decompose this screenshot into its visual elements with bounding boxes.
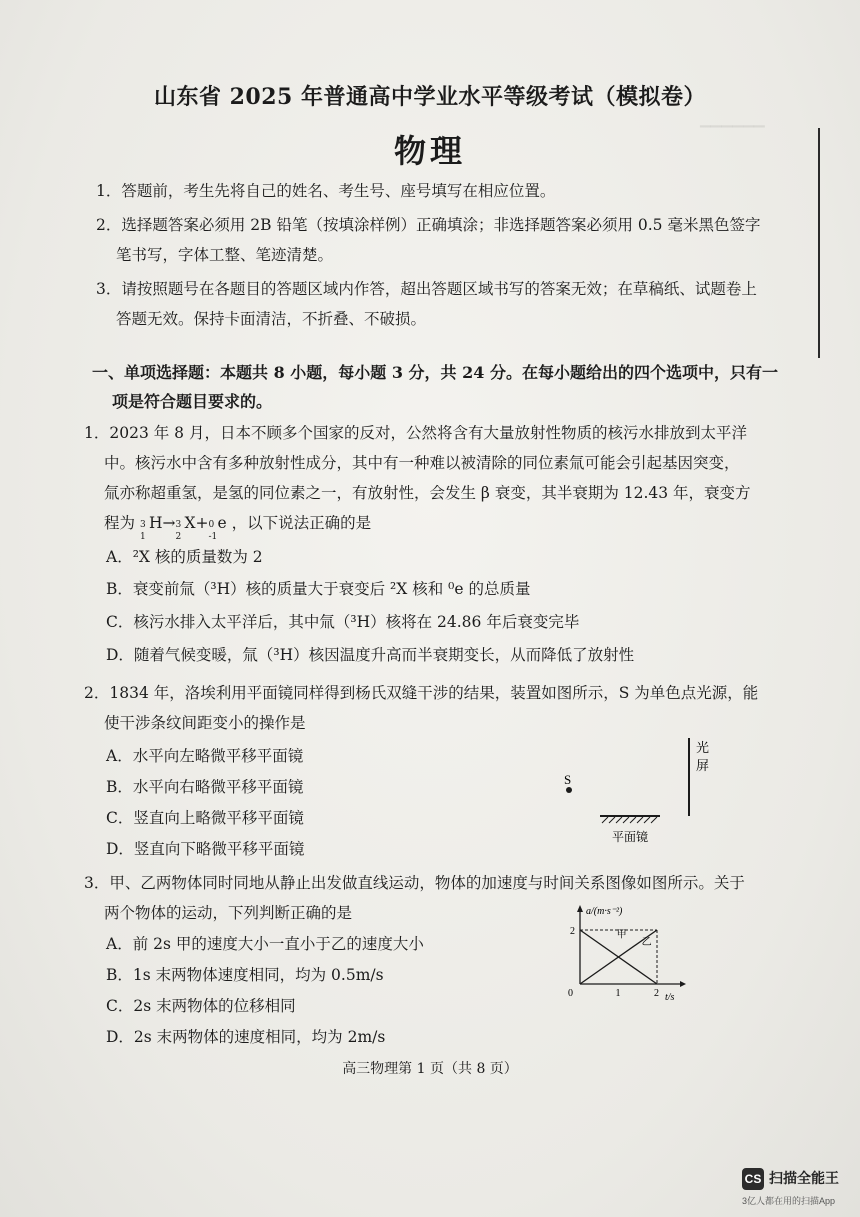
q3-option-b[interactable]: B．1s 末两物体速度相同，均为 0.5m/s xyxy=(106,966,384,984)
subject-title: 物理 xyxy=(393,132,466,170)
screen-label-1: 光 xyxy=(696,741,710,756)
q1-line-3: 氚亦称超重氢，是氢的同位素之一，有放射性，会发生 β 衰变，其半衰期为 12.43 年，衰变方 xyxy=(104,484,751,502)
scanner-logo-name: 扫描全能王 xyxy=(769,1170,839,1186)
q1-option-b[interactable]: B．衰变前氚（³H）核的质量大于衰变后 ²X 核和 ⁰e 的总质量 xyxy=(106,580,531,598)
instruction-2: 2．选择题答案必须用 2B 铅笔（按填涂样例）正确填涂；非选择题答案必须用 0.5 毫米黑色签字 xyxy=(96,216,761,234)
x-tick-label-0: 0 xyxy=(568,988,573,999)
page-footer: 高三物理第 1 页（共 8 页） xyxy=(342,1061,518,1077)
x-axis-arrow xyxy=(680,981,686,987)
x-axis-label: t/s xyxy=(665,992,675,1003)
instructions xyxy=(96,178,796,332)
x-tick-label-1: 1 xyxy=(615,988,621,999)
instruction-3-cont: 答题无效。保持卡面清洁，不折叠、不破损。 xyxy=(116,310,427,328)
q2-option-a[interactable]: A．水平向左略微平移平面镜 xyxy=(106,747,304,765)
x-tick-label-2: 2 xyxy=(654,988,659,999)
q3-line-1: 3．甲、乙两物体同时同地从静止出发做直线运动，物体的加速度与时间关系图像如图所示。关于 xyxy=(84,874,745,892)
mirror-label: 平面镜 xyxy=(612,830,649,844)
light-source-dot xyxy=(566,787,572,793)
q1-line-4 xyxy=(84,508,814,542)
scanner-logo-tagline: 3亿人都在用的扫描App xyxy=(742,1196,836,1206)
y-axis-arrow xyxy=(577,905,583,912)
q2-line-2: 使干涉条纹间距变小的操作是 xyxy=(104,714,306,732)
q3-option-d[interactable]: D．2s 末两物体的速度相同，均为 2m/s xyxy=(106,1028,386,1046)
scanner-logo-badge: CS xyxy=(742,1168,764,1190)
q2-line-1: 2．1834 年，洛埃利用平面镜同样得到杨氏双缝干涉的结果，装置如图所示，S 为单色点光源，能 xyxy=(84,684,759,702)
q2-option-c[interactable]: C．竖直向上略微平移平面镜 xyxy=(106,809,304,827)
q1-option-d[interactable]: D．随着气候变暖，氚（³H）核因温度升高而半衰期变长，从而降低了放射性 xyxy=(106,646,635,664)
series-label-2: 乙 xyxy=(641,936,652,948)
y-axis-label: a/(m·s⁻²) xyxy=(586,906,623,917)
q2-option-b[interactable]: B．水平向右略微平移平面镜 xyxy=(106,778,304,796)
question-3 xyxy=(84,868,814,928)
q1-line-2: 中。核污水中含有多种放射性成分，其中有一种难以被清除的同位素氚可能会引起基因突变， xyxy=(104,454,740,472)
series-label-1: 甲 xyxy=(616,929,627,941)
question-2 xyxy=(84,678,814,738)
q3-option-a[interactable]: A．前 2s 甲的速度大小一直小于乙的速度大小 xyxy=(106,935,424,953)
margin-line xyxy=(818,128,820,358)
q1-line-4-prefix: 程为 xyxy=(104,514,140,532)
exam-title: 山东省 2025 年普通高中学业水平等级考试（模拟卷） xyxy=(153,84,707,110)
lloyd-mirror-figure xyxy=(556,730,716,850)
q2-option-d[interactable]: D．竖直向下略微平移平面镜 xyxy=(106,840,305,858)
instruction-2-cont: 笔书写，字体工整、笔迹清楚。 xyxy=(116,246,334,264)
q3-option-c[interactable]: C．2s 末两物体的位移相同 xyxy=(106,997,296,1015)
q1-line-4-suffix: ，以下说法正确的是 xyxy=(231,514,372,532)
mirror-hatching xyxy=(602,817,657,823)
instruction-3: 3．请按照题号在各题目的答题区域内作答，超出答题区域书写的答案无效；在草稿纸、试题卷上 xyxy=(96,280,757,298)
q1-option-a[interactable]: A．²X 核的质量数为 2 xyxy=(106,548,263,566)
light-source-label: S xyxy=(564,772,572,787)
section-heading-line-2: 项是符合题目要求的。 xyxy=(112,392,273,411)
y-tick-label-2: 2 xyxy=(570,926,575,937)
q1-option-c[interactable]: C．核污水排入太平洋后，其中氚（³H）核将在 24.86 年后衰变完毕 xyxy=(106,613,580,631)
screen-label-2: 屏 xyxy=(696,759,710,774)
section-heading xyxy=(92,358,812,416)
q3-line-2: 两个物体的运动，下列判断正确的是 xyxy=(104,904,353,922)
section-heading-line-1: 一、单项选择题：本题共 8 小题，每小题 3 分，共 24 分。在每小题给出的四个选项中，只有一 xyxy=(92,363,778,382)
bleed-through-mark: ▁▁▁▁▁▁ xyxy=(700,112,765,128)
acceleration-time-chart xyxy=(562,900,692,1006)
decay-equation: 3 1 H→ 3 2 X+ 0 -1 e xyxy=(139,514,232,542)
instruction-1: 1．答题前，考生先将自己的姓名、考生号、座号填写在相应位置。 xyxy=(96,182,556,200)
question-1 xyxy=(84,418,814,542)
q1-line-1: 1．2023 年 8 月，日本不顾多个国家的反对，公然将含有大量放射性物质的核污水排放到太平洋 xyxy=(84,424,747,442)
